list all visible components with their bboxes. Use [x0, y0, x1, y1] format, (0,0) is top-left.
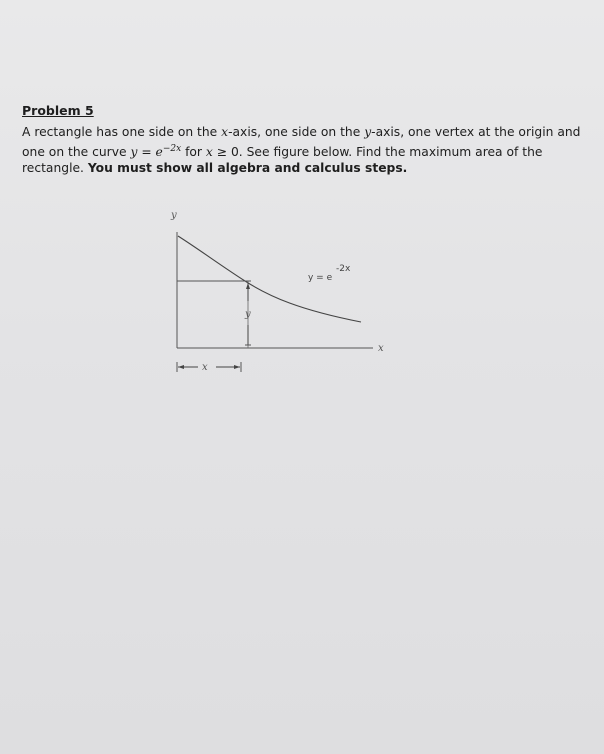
statement-text-1: A rectangle has one side on the — [22, 125, 222, 139]
width-label: x — [202, 362, 208, 373]
x-variable: x — [221, 125, 229, 139]
equation-exponent: −2x — [162, 143, 182, 154]
width-arrow-right — [234, 365, 240, 369]
equation-equals: = — [137, 144, 156, 159]
condition-x: x — [205, 144, 213, 159]
rectangle-curve-figure — [160, 205, 400, 385]
x-axis-label: x — [378, 343, 384, 354]
curve-label: y = e — [308, 273, 333, 283]
statement-text-2: -axis, one side on the — [228, 125, 365, 139]
problem-title: Problem 5 — [22, 103, 94, 118]
curve-label-exponent: -2x — [336, 264, 351, 274]
equation-e: e — [155, 144, 163, 159]
bold-instruction: You must show all algebra and calculus steps. — [87, 161, 408, 175]
statement-text-5: ≥ 0. See figure below. Find the maximum area of the rectangle. — [22, 144, 543, 175]
problem-statement — [22, 124, 582, 177]
equation-y: y — [130, 144, 138, 159]
height-label: y — [245, 309, 251, 320]
statement-text-4: for — [181, 144, 206, 159]
figure-svg — [160, 205, 400, 385]
statement-text-3: -axis, one vertex at the origin and one on the curve — [22, 125, 581, 159]
width-arrow-left — [178, 365, 184, 369]
exponential-curve — [178, 236, 361, 322]
y-variable: y — [364, 125, 372, 139]
y-axis-label: y — [171, 210, 177, 221]
